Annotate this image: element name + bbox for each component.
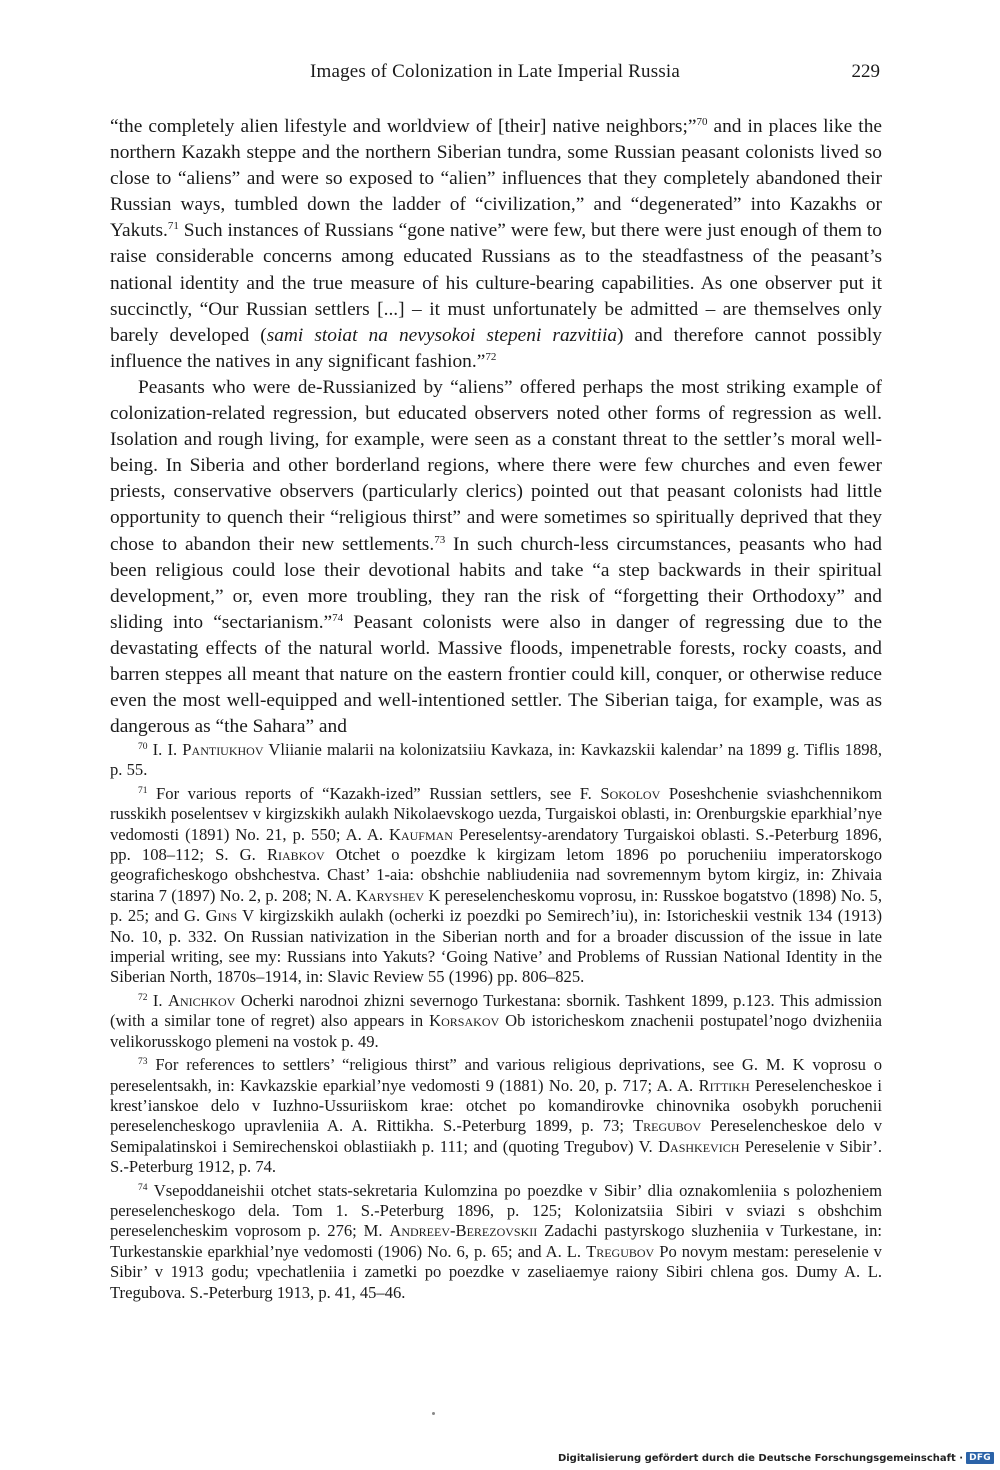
footnote-ref-74: 74 (332, 611, 344, 624)
paragraph-1 (110, 114, 882, 375)
author-name: Karyshev (356, 885, 424, 905)
author-name: Sokolov (600, 783, 661, 803)
footnote-number: 73 (138, 1057, 148, 1068)
footnote-ref-70: 70 (696, 116, 708, 128)
author-name: Gins (205, 906, 237, 926)
footer-text: Digitalisierung gefördert durch die Deutsche Forschungsgemeinschaft · (557, 1452, 964, 1464)
author-name: Rittikh (698, 1075, 750, 1095)
text-run: K pereselencheskomu voprosu, in: Russkoe bogatstvo (1898) No. 5, p. 25; and G. (110, 885, 882, 926)
text-run: “the completely alien lifestyle and worldview of [their] native neighbors;” (110, 116, 697, 137)
text-run: Peasant colonists were also in danger of regressing due to the devastating effects of the natural world. Massive floods, impenetrable forests, rocky coasts, and barren steppes all meant that nature on the eastern frontier could kill, conquer, or otherwise reduce even the most well-equipped and well-intentioned settler. The Siberian taiga, for example, was as dangerous as “the Sahara” and (110, 611, 882, 738)
footnote-number: 70 (138, 742, 148, 752)
text-run: Ocherki narodnoi zhizni severnogo Turkestana: sbornik. Tashkent 1899, p.123. This admission (with a similar tone of regret) also appears in (110, 990, 882, 1031)
footnote-74 (110, 1181, 882, 1303)
running-title: Images of Colonization in Late Imperial Russia (309, 61, 681, 82)
text-run: Vsepoddaneishii otchet stats-sekretaria Kulomzina po poezdke v Sibir’ dlia oznakomleniia s polozheniem pereselencheskogo dela. Tom 1. S.-Peterburg 1896, p. 125; Kolonizatsiia Sibiri v sviazi s obshchim pereselencheskim voprosom p. 276; M. (110, 1180, 882, 1241)
text-run: In such church-less circumstances, peasants who had been religious could lose their devotional habits and take “a step backwards in their spiritual development,” or, even more troubling, they ran the risk of “forgetting their Orthodoxy” and sliding into “sectarianism.” (110, 533, 883, 633)
author-name: Dashkevich (658, 1136, 740, 1156)
scan-speck (432, 1412, 435, 1415)
author-name: Kaufman (388, 824, 453, 844)
footnote-number: 74 (138, 1182, 148, 1193)
footnote-71 (110, 784, 882, 988)
text-run: Po novym mestam: pereselenie v Sibir’ v 1913 godu; vpechatleniia i zametki po poezdke v zaseliaemye raiony Sibiri chlena gos. Dumy A. L. Tregubova. S.-Peterburg 1913, p. 41, 45–46. (110, 1241, 882, 1302)
text-run: I. (147, 990, 168, 1010)
footnote-ref-73: 73 (434, 533, 446, 546)
text-run: Zadachi pastyrskogo sluzheniia v Turkestane, in: Turkestanskie eparkhial’nye vedomosti (1906) No. 6, p. 65; and A. L. (110, 1221, 882, 1261)
footnote-ref-72: 72 (485, 350, 497, 363)
author-name: Pantiukhov (182, 740, 264, 759)
text-run: Pereselencheskoe delo v Semipalatinskoi i Semirechenskoi oblastiiakh p. 111; and (quoting Tregubov) V. (110, 1116, 882, 1156)
text-run: Otchet o poezdke k kirgizam letom 1896 po porucheniiu imperatorskogo geograficheskogo obshchestva. Chast’ 1-aia: obshchie nabliudeniia nad sovremennym bytom kirgiz, in: Zhivaia starina 7 (1897) No. 2, p. 208; N. A. (110, 845, 883, 905)
page-number: 229 (851, 61, 880, 82)
dfg-logo-icon: DFG (966, 1452, 994, 1464)
text-run: Pereselenie v Sibir’. S.-Peterburg 1912, p. 74. (110, 1136, 882, 1177)
author-name: Anichkov (167, 990, 236, 1010)
author-name: Korsakov (429, 1011, 500, 1031)
footnote-number: 72 (138, 992, 148, 1003)
digitization-footer (558, 1451, 994, 1465)
text-run: Ob istoricheskom znachenii postupatel’nogo dvizheniia velikorusskogo plemeni na vostok p. 49. (110, 1011, 882, 1051)
main-text (110, 114, 882, 740)
footnote-number: 71 (138, 785, 148, 796)
text-run: V kirgizskikh aulakh (ocherki iz poezdki po Semirech’iu), in: Istoricheskii vestnik 134 (1913) No. 10, p. 332. On Russian nativization in the Siberian north and for a broader discussion of the issue in late imperial writing, see my: Russians into Yakuts? ‘Going Native’ and Problems of Russian National Identity in the Siberian North, 1870s–1914, in: Slavic Review 55 (1996) pp. 806–825. (110, 906, 882, 987)
footnote-73 (110, 1055, 882, 1177)
text-run: For references to settlers’ “religious thirst” and various religious deprivations, see G. M. K voprosu o pereselentsakh, in: Kavkazskie eparkial’nye vedomosti 9 (1881) No. 20, p. 717; A. A. (110, 1055, 882, 1095)
italic-phrase: sami stoiat na nevysokoi stepeni razvitiia (266, 324, 618, 346)
footnotes (110, 740, 882, 1306)
text-run: Peasants who were de-Russianized by “aliens” offered perhaps the most striking example of colonization-related regression, but educated observers noted other forms of regression as well. Isolation and rough living, for example, were seen as a constant threat to the settler’s moral well-being. In Siberia and other borderland regions, where there were few churches and even fewer priests, conservative observers (particularly clerics) pointed out that peasant colonists had little opportunity to quench their “religious thirst” and were sometimes so spiritually deprived that they chose to abandon their new settlements. (110, 376, 882, 555)
text-run: ) and therefore cannot possibly influence the natives in any significant fashion.” (110, 324, 882, 372)
footnote-ref-71: 71 (167, 220, 179, 233)
footnote-70 (110, 740, 882, 781)
text-run: I. I. (147, 740, 183, 759)
footnote-72 (110, 991, 882, 1052)
text-run: For various reports of “Kazakh-ized” Russian settlers, see F. (147, 783, 601, 803)
author-name: Riabkov (266, 845, 325, 865)
running-header (110, 61, 880, 89)
paragraph-2 (110, 375, 882, 740)
text-run: and in places like the northern Kazakh steppe and the northern Siberian tundra, some Russian peasant colonists lived so close to “aliens” and were so exposed to “alien” influences that they completely abandoned their Russian ways, tumbled down the ladder of “civilization,” and “degenerated” into Kazakhs or Yakuts. (110, 116, 882, 242)
author-name: Andreev-Berezovskii (389, 1221, 538, 1241)
text-run: Such instances of Russians “gone native” were few, but there were just enough of them to raise considerable concerns among educated Russians as to the steadfastness of the peasant’s national identity and the true measure of his culture-bearing capabilities. As one observer put it succinctly, “Our Russian settlers [...] – it must unfortunately be admitted – are themselves only barely developed ( (110, 220, 882, 346)
text-run: Poseshchenie sviashchennikom russkikh poselentsev v kirgizskikh aulakh Nikolaevskogo uezda, Turgaiskoi oblasti, in: Orenburgskie eparkhial’nye vedomosti (1891) No. 21, p. 550; A. A. (110, 783, 882, 844)
text-run: Pereselentsy-arendatory Turgaiskoi oblasti. S.-Peterburg 1896, pp. 108–112; S. G. (110, 824, 882, 865)
author-name: Tregubov (633, 1116, 702, 1136)
text-run: Pereselencheskoe i krest’ianskoe delo v Iuzhno-Ussuriiskom krae: otchet po komandirovke chinovnika osobykh poruchenii pereselencheskogo upravleniia A. A. Rittikha. S.-Peterburg 1899, p. 73; (110, 1075, 882, 1136)
text-run: Vliianie malarii na kolonizatsiiu Kavkaza, in: Kavkazskii kalendar’ na 1899 g. Tiflis 1898, p. 55. (110, 740, 883, 780)
author-name: Tregubov (586, 1241, 655, 1261)
